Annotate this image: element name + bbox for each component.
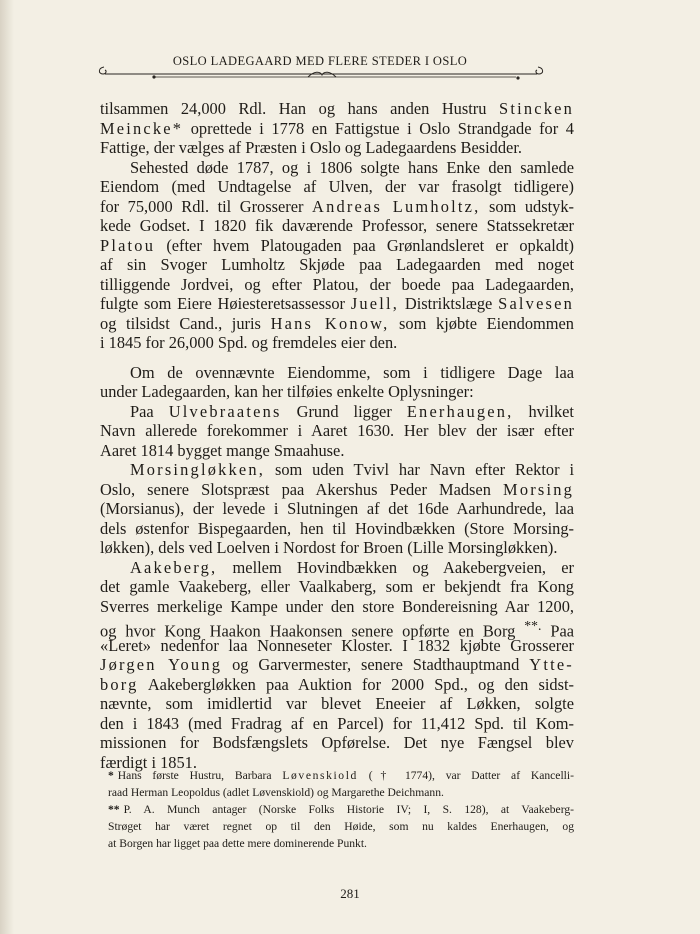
text-line: i 1845 for 26,000 Spd. og fremdeles eier den. — [100, 333, 398, 352]
text-line: «Leret» nedenfor laa Nonneseter Kloster. I 1832 kjøbte Grosserer — [100, 635, 574, 655]
text-line: dels østenfor Bispegaarden, hen til Hovindbækken (Store Morsing- — [100, 518, 574, 538]
text-line: færdigt i 1851. — [100, 752, 197, 772]
text-line: kede Godset. I 1820 fik daværende Professor, senere Statssekretær — [100, 216, 574, 235]
body-text — [100, 99, 574, 772]
text-line: af sin Svoger Lumholtz Skjøde paa Ladegaarden med noget — [100, 255, 574, 274]
text-line: Eiendom (med Undtagelse af Ulven, der var frasolgt tidligere) — [100, 177, 574, 196]
footnote-2: ** P. A. Munch antager (Norske Folks Historie IV; I, S. 128), at Vaakeberg- — [108, 803, 574, 816]
text-line: Aakeberg, mellem Hovindbækken og Aakebergveien, er — [130, 557, 574, 577]
text-line: Fattige, der vælges af Præsten i Oslo og Ladegaardens Besidder. — [100, 138, 522, 157]
text-line: Sehested døde 1787, og i 1806 solgte hans Enke den samlede — [130, 157, 574, 177]
footnote-marker: ** — [108, 803, 120, 816]
footnote-marker: * — [108, 769, 114, 782]
text-line: Paa Ulvebraatens Grund ligger Enerhaugen, hvilket — [130, 401, 574, 421]
text-line: borg Aakebergløkken paa Auktion for 2000 Spd., og den sidst- — [100, 674, 574, 694]
text-line: og tilsidst Cand., juris Hans Konow, som kjøbte Eiendommen — [100, 313, 574, 333]
text-line: Meincke* oprettede i 1778 en Fattigstue i Oslo Strandgade for 4 — [100, 118, 574, 138]
ornament-left-dot — [152, 75, 155, 78]
ornament-right-dot — [516, 76, 519, 79]
text-line: det gamle Vaakeberg, eller Vaalkaberg, som er bekjendt fra Kong — [100, 577, 574, 596]
footnote-2-cont: at Borgen har ligget paa dette mere dominerende Punkt. — [108, 837, 367, 850]
text-line: Navn allerede forekommer i Aaret 1630. Her blev der især efter — [100, 421, 574, 440]
footnotes — [108, 767, 574, 852]
footnote-1-cont: raad Herman Leopoldus (adlet Løvenskiold) og Margarethe Deichmann. — [108, 786, 444, 799]
footnote-ref[interactable]: **. — [524, 618, 542, 633]
page-edge-shadow — [0, 0, 14, 934]
text-line: missionen for Bodsfængslets Opførelse. Det nye Fængsel blev — [100, 733, 574, 752]
ornament-right-curl — [536, 67, 543, 74]
text-line: Aaret 1814 bygget mange Smaahuse. — [100, 440, 345, 460]
text-line: Om de ovennævnte Eiendomme, som i tidligere Dage laa — [130, 362, 574, 382]
text-line: Oslo, senere Slotspræst paa Akershus Peder Madsen Morsing — [100, 479, 574, 499]
ornament-center-flourish — [308, 72, 336, 77]
text-line: Morsingløkken, som uden Tvivl har Navn efter Rektor i — [130, 460, 574, 479]
text-line: den i 1843 (med Fradrag af en Parcel) for 11,412 Spd. til Kom- — [100, 713, 574, 733]
text-line: og hvor Kong Haakon Haakonsen senere opførte en Borg **. Paa — [100, 618, 574, 641]
text-line: løkken), dels ved Loelven i Nordost for Broen (Lille Morsingløkken). — [100, 538, 558, 557]
ornament-left-curl — [99, 67, 106, 74]
footnote-2-cont: Strøget har været regnet op til den Høide, som nu kaldes Enerhaugen, og — [108, 820, 574, 833]
footnote-1: * Hans første Hustru, Barbara Løvenskiold († 1774), var Datter af Kancelli- — [108, 769, 574, 782]
running-title: OSLO LADEGAARD MED FLERE STEDER I OSLO — [172, 54, 468, 68]
text-line: Platou (efter hvem Platougaden paa Grønlandsleret er opkaldt) — [100, 235, 574, 255]
text-line: Sverres merkelige Kampe under den store Bondereisning Aar 1200, — [100, 596, 574, 616]
page-number: 281 — [340, 886, 360, 901]
text-line: (Morsianus), der levede i Slutningen af det 16de Aarhundrede, laa — [100, 499, 574, 518]
text-line: Jørgen Young og Garvermester, senere Stadthauptmand Ytte- — [100, 655, 574, 674]
text-line: for 75,000 Rdl. til Grosserer Andreas Lumholtz, som udstyk- — [100, 196, 574, 216]
text-line: nævnte, som imidlertid var blevet Eneeier af Løkken, solgte — [100, 694, 574, 713]
text-line: fulgte som Eiere Høiesteretsassessor Juell, Distriktslæge Salvesen — [100, 294, 574, 313]
text-line: tilliggende Jordvei, og efter Platou, der boede paa Ladegaarden, — [100, 274, 574, 294]
text-line: under Ladegaarden, kan her tilføies enkelte Oplysninger: — [100, 382, 474, 401]
header-ornament-rule — [96, 62, 546, 84]
text-line: tilsammen 24,000 Rdl. Han og hans anden Hustru Stincken — [100, 99, 574, 118]
